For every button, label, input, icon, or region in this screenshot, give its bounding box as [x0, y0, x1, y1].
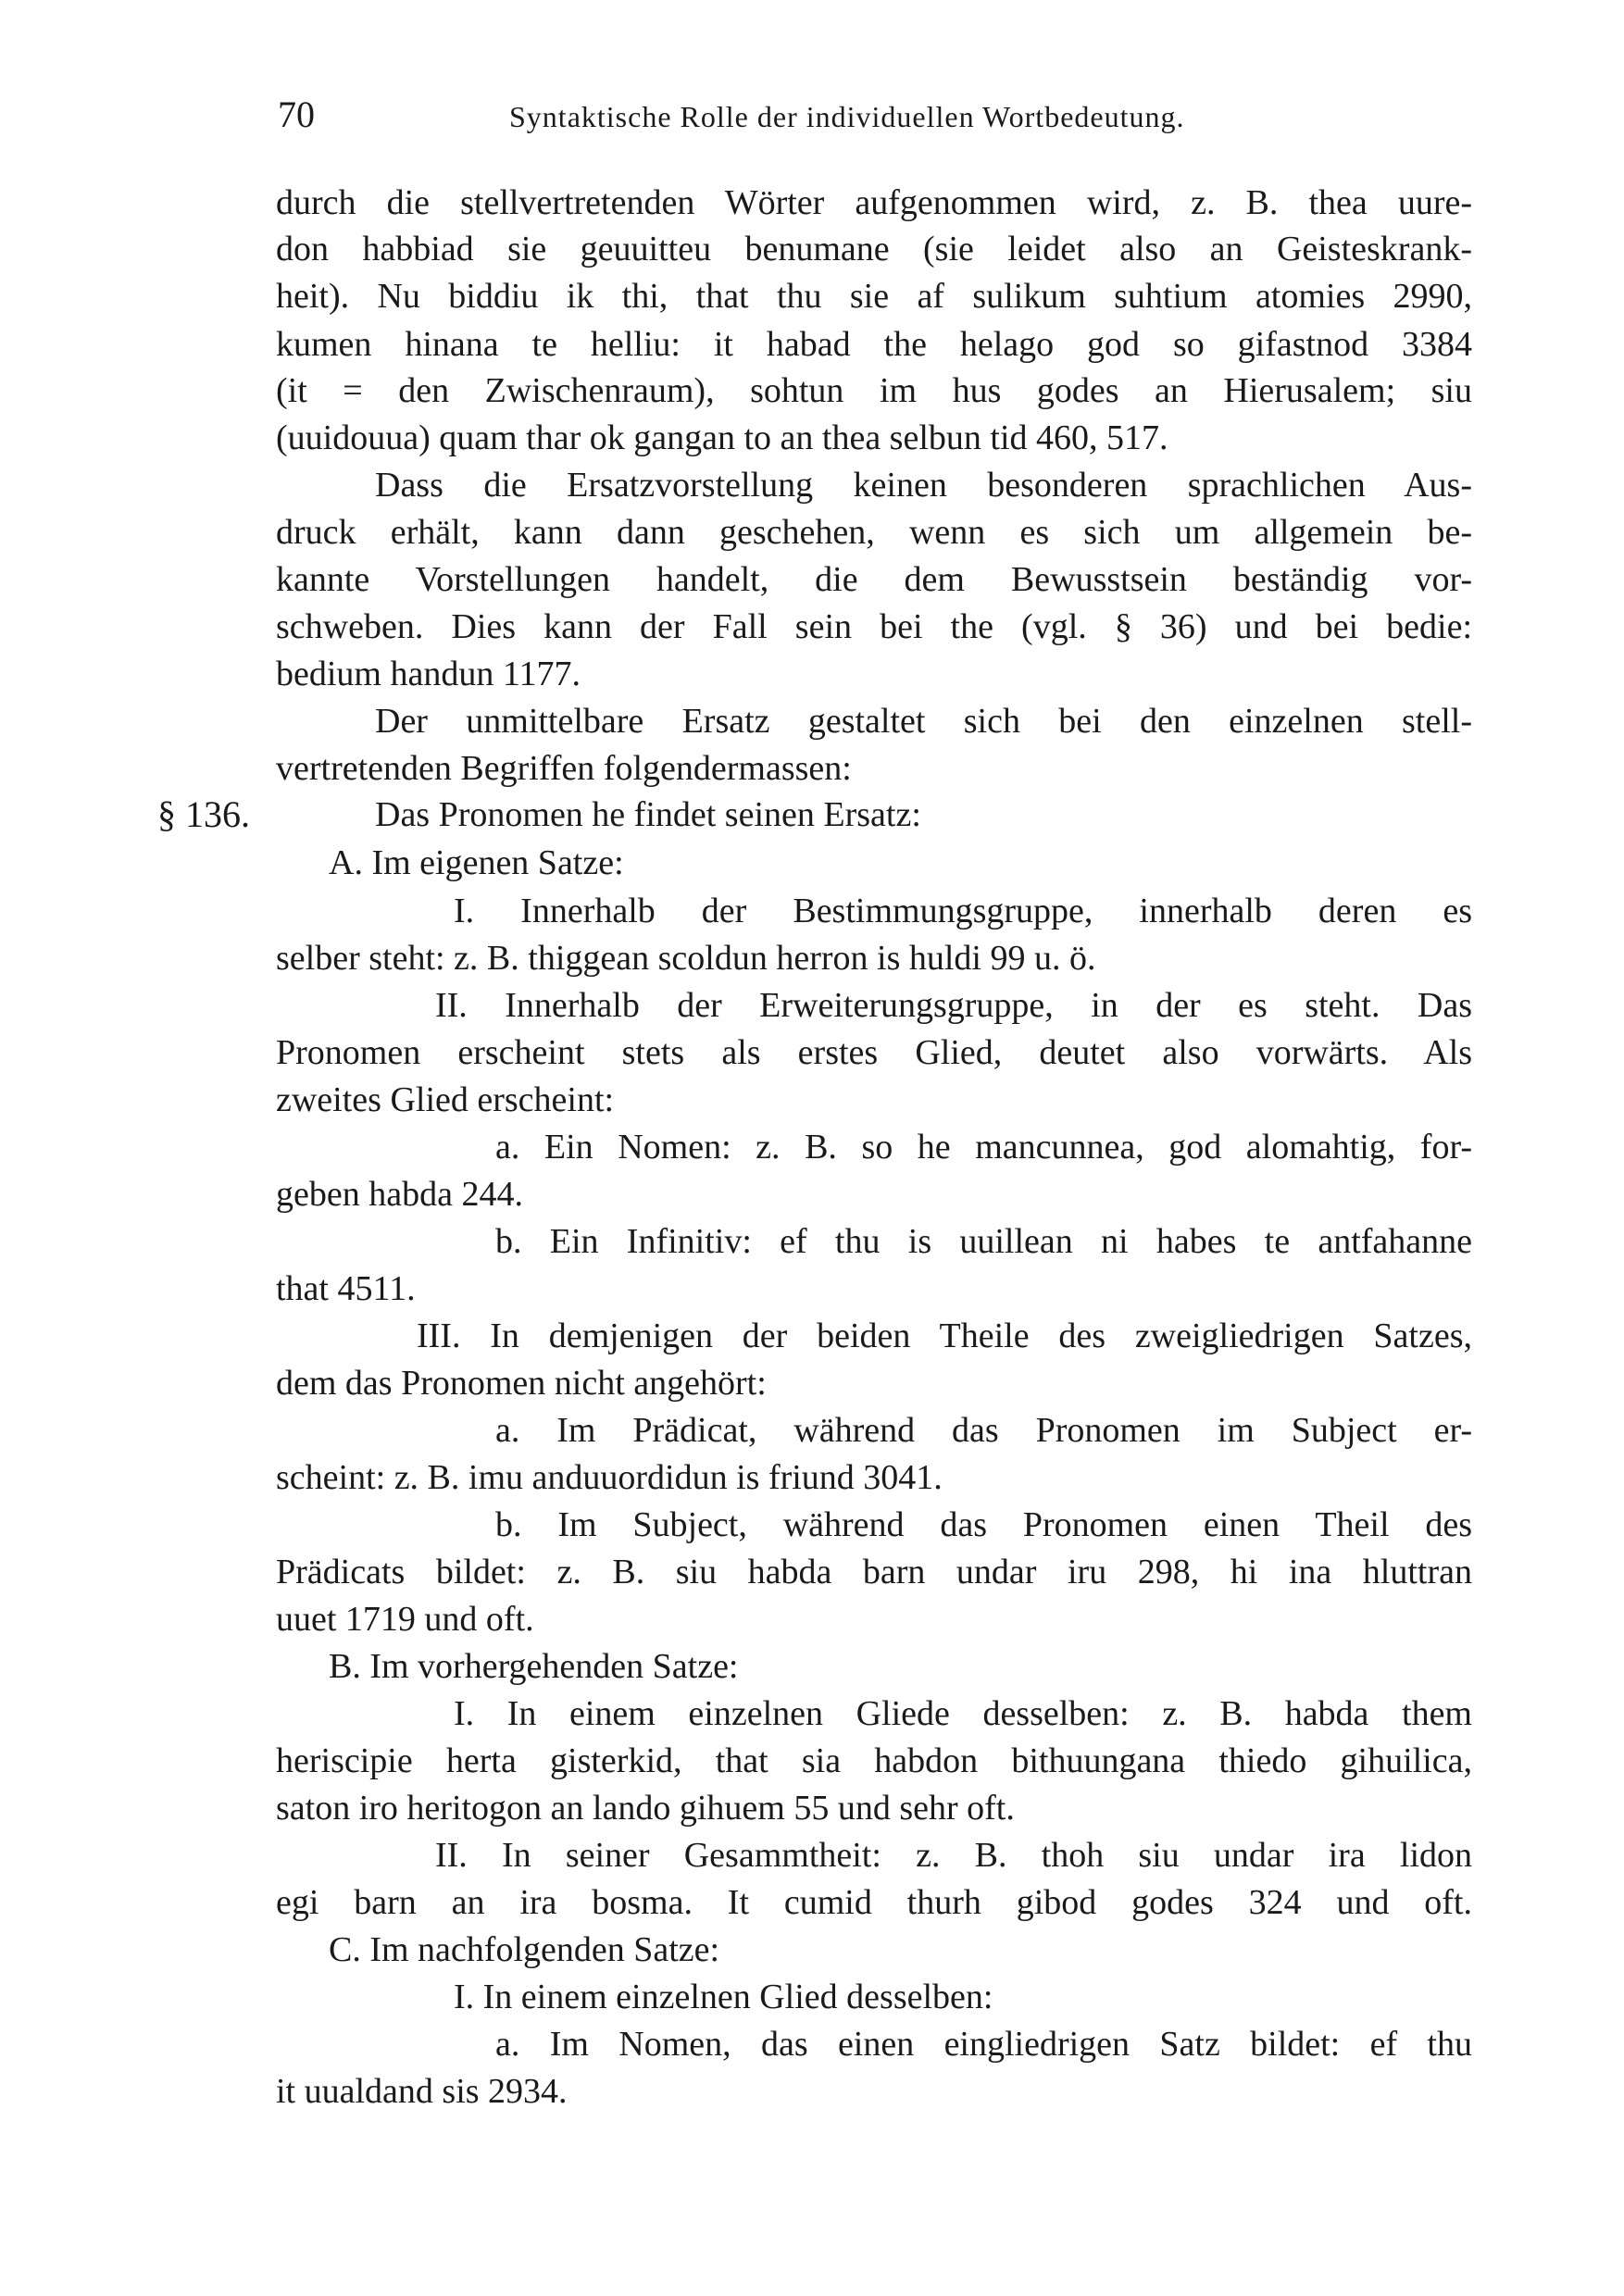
- text-line: durch die stellvertretenden Wörter aufgenommen wird, z. B. thea uure-: [276, 183, 1472, 222]
- text-line: selber steht: z. B. thiggean scoldun herron is huldi 99 u. ö.: [276, 939, 1096, 978]
- text-line: I. In einem einzelnen Gliede desselben: z. B. habda them: [454, 1694, 1472, 1733]
- text-line: Der unmittelbare Ersatz gestaltet sich bei den einzelnen stell-: [375, 702, 1472, 741]
- text-line: Prädicats bildet: z. B. siu habda barn undar iru 298, hi ina hluttran: [276, 1553, 1472, 1591]
- text-line: heriscipie herta gisterkid, that sia habdon bithuungana thiedo gihuilica,: [276, 1741, 1472, 1780]
- text-line: geben habda 244.: [276, 1175, 523, 1214]
- text-line: a. Im Nomen, das einen eingliedrigen Satz bildet: ef thu: [495, 2025, 1472, 2064]
- text-line: bedium handun 1177.: [276, 655, 581, 693]
- text-line: zweites Glied erscheint:: [276, 1080, 615, 1119]
- text-line: b. Ein Infinitiv: ef thu is uuillean ni habes te antfahanne: [495, 1222, 1472, 1261]
- text-line: b. Im Subject, während das Pronomen einen Theil des: [495, 1505, 1472, 1544]
- subsection-heading: A. Im eigenen Satze:: [329, 843, 624, 882]
- text-line: scheint: z. B. imu anduuordidun is friund 3041.: [276, 1458, 943, 1497]
- text-line: saton iro heritogon an lando gihuem 55 und sehr oft.: [276, 1789, 1015, 1828]
- page-header: [278, 93, 1481, 148]
- section-number: § 136.: [157, 793, 250, 835]
- text-line: schweben. Dies kann der Fall sein bei the (vgl. § 36) und bei bedie:: [276, 607, 1472, 646]
- text-line: kannte Vorstellungen handelt, die dem Bewusstsein beständig vor-: [276, 560, 1472, 599]
- text-line: I. Innerhalb der Bestimmungsgruppe, innerhalb deren es: [454, 892, 1472, 930]
- section-heading-line: Das Pronomen he findet seinen Ersatz:: [375, 795, 921, 834]
- page-number: 70: [278, 94, 315, 135]
- text-line: dem das Pronomen nicht angehört:: [276, 1364, 767, 1403]
- text-line: II. Innerhalb der Erweiterungsgruppe, in der es steht. Das: [435, 986, 1472, 1025]
- text-line: Pronomen erscheint stets als erstes Glied, deutet also vorwärts. Als: [276, 1033, 1472, 1072]
- text-line: kumen hinana te helliu: it habad the helago god so gifastnod 3384: [276, 325, 1472, 364]
- subsection-heading: B. Im vorhergehenden Satze:: [329, 1647, 739, 1686]
- text-line: II. In seiner Gesammtheit: z. B. thoh siu undar ira lidon: [435, 1836, 1472, 1875]
- text-line: druck erhält, kann dann geschehen, wenn es sich um allgemein be-: [276, 513, 1472, 552]
- text-line: Dass die Ersatzvorstellung keinen besonderen sprachlichen Aus-: [375, 466, 1472, 505]
- text-line: (it = den Zwischenraum), sohtun im hus godes an Hierusalem; siu: [276, 371, 1472, 410]
- running-head: Syntaktische Rolle der individuellen Wortbedeutung.: [509, 100, 1185, 133]
- text-line: a. Ein Nomen: z. B. so he mancunnea, god alomahtig, for-: [495, 1128, 1472, 1167]
- text-line: a. Im Prädicat, während das Pronomen im Subject er-: [495, 1411, 1472, 1450]
- subsection-heading: C. Im nachfolgenden Satze:: [329, 1930, 720, 1969]
- text-line: egi barn an ira bosma. It cumid thurh gibod godes 324 und oft.: [276, 1883, 1472, 1922]
- text-line: heit). Nu biddiu ik thi, that thu sie af sulikum suhtium atomies 2990,: [276, 277, 1472, 316]
- text-line: (uuidouua) quam thar ok gangan to an thea selbun tid 460, 517.: [276, 418, 1168, 457]
- text-line: I. In einem einzelnen Glied desselben:: [454, 1978, 993, 2016]
- text-line: don habbiad sie geuuitteu benumane (sie leidet also an Geisteskrank-: [276, 230, 1472, 268]
- text-line: it uualdand sis 2934.: [276, 2072, 568, 2111]
- text-line: III. In demjenigen der beiden Theile des zweigliedrigen Satzes,: [417, 1316, 1472, 1355]
- text-line: uuet 1719 und oft.: [276, 1600, 534, 1639]
- text-line: that 4511.: [276, 1269, 416, 1308]
- text-line: vertretenden Begriffen folgendermassen:: [276, 749, 852, 788]
